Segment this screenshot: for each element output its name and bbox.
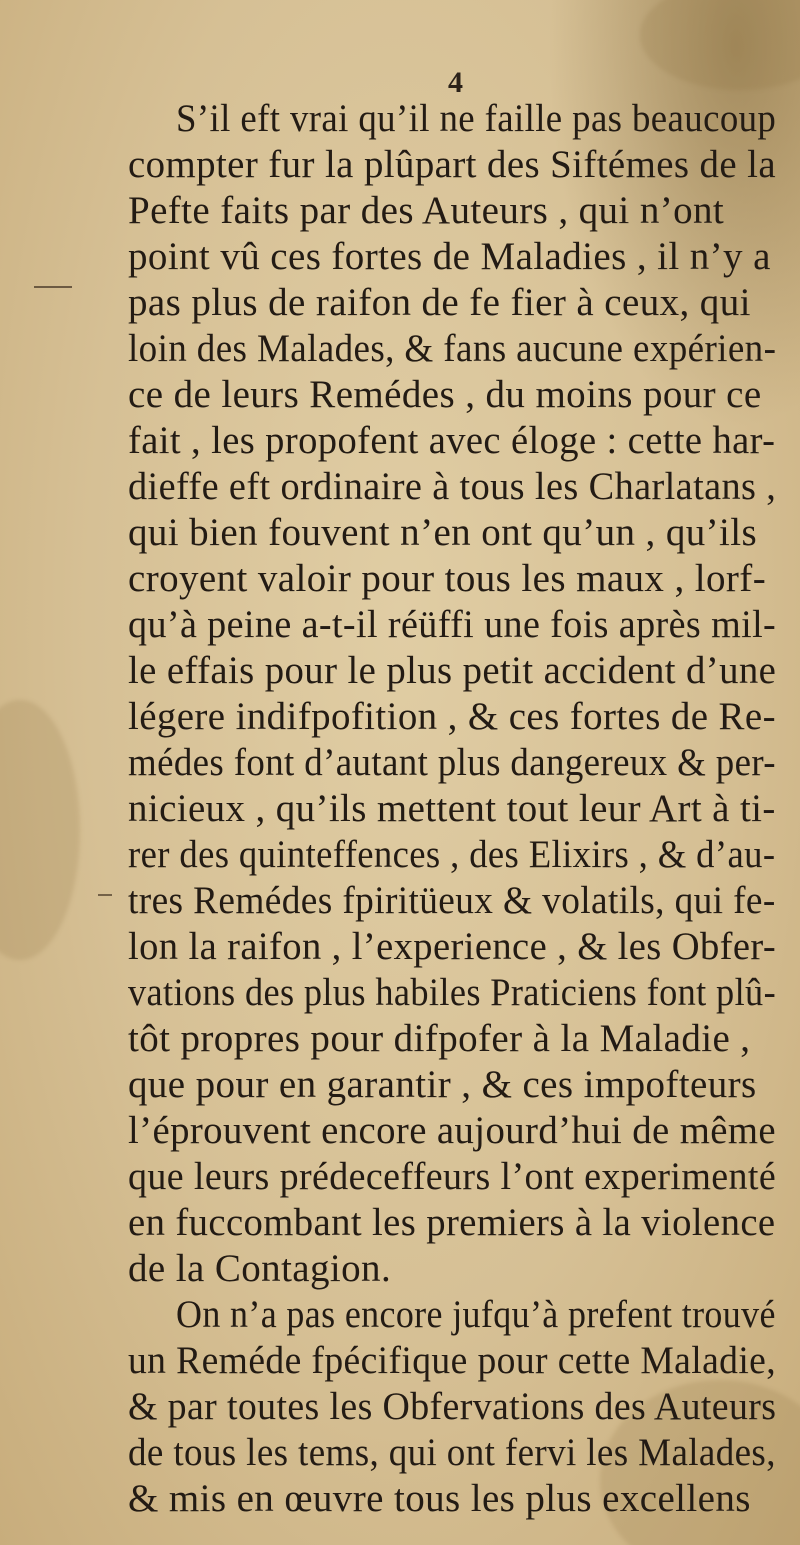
text-line: pas plus de raifon de fe fier à ceux, qui xyxy=(128,281,751,324)
text-line: tres Remédes fpiritüeux & volatils, qui fe- xyxy=(128,879,776,922)
margin-mark xyxy=(34,286,72,288)
text-line: rer des quinteffences , des Elixirs , & d’au- xyxy=(128,833,776,876)
text-line: le effais pour le plus petit accident d’une xyxy=(128,649,777,692)
text-line: nicieux , qu’ils mettent tout leur Art à ti- xyxy=(128,787,776,830)
text-line: & mis en œuvre tous les plus excellens xyxy=(128,1477,751,1520)
text-line: que pour en garantir , & ces impofteurs xyxy=(128,1063,757,1106)
text-line: de tous les tems, qui ont fervi les Malades, xyxy=(128,1431,776,1474)
text-line: croyent valoir pour tous les maux , lorf- xyxy=(128,557,767,600)
text-line: l’éprouvent encore aujourd’hui de même xyxy=(128,1109,777,1152)
text-line: loin des Malades, & fans aucune expérien- xyxy=(128,327,777,370)
text-line: & par toutes les Obfervations des Auteurs xyxy=(128,1385,777,1428)
text-line: en fuccombant les premiers à la violence xyxy=(128,1201,776,1244)
paper-stain xyxy=(640,0,800,90)
text-line: On n’a pas encore jufqu’à prefent trouvé xyxy=(176,1293,776,1336)
margin-mark xyxy=(98,894,112,896)
text-line: compter fur la plûpart des Siftémes de la xyxy=(128,143,777,186)
text-line: vations des plus habiles Praticiens font plû- xyxy=(128,971,777,1014)
text-line: Pefte faits par des Auteurs , qui n’ont xyxy=(128,189,725,232)
text-line: fait , les propofent avec éloge : cette har- xyxy=(128,419,776,462)
text-line: dieffe eft ordinaire à tous les Charlatans , xyxy=(128,465,777,508)
text-line: S’il eft vrai qu’il ne faille pas beaucoup xyxy=(176,97,777,140)
text-line: ce de leurs Remédes , du moins pour ce xyxy=(128,373,762,416)
text-line: un Reméde fpécifique pour cette Maladie, xyxy=(128,1339,777,1382)
text-line: tôt propres pour difpofer à la Maladie , xyxy=(128,1017,751,1060)
text-line: médes font d’autant plus dangereux & per- xyxy=(128,741,776,784)
page-number: 4 xyxy=(448,66,463,99)
text-line: légere indifpofition , & ces fortes de Re- xyxy=(128,695,776,738)
text-line: que leurs prédeceffeurs l’ont experimenté xyxy=(128,1155,777,1198)
text-line: qu’à peine a-t-il réüffi une fois après mil- xyxy=(128,603,777,646)
text-line: lon la raifon , l’experience , & les Obfer- xyxy=(128,925,777,968)
text-line: point vû ces fortes de Maladies , il n’y a xyxy=(128,235,771,278)
paper-stain xyxy=(0,700,80,960)
text-line: de la Contagion. xyxy=(128,1247,392,1290)
text-line: qui bien fouvent n’en ont qu’un , qu’ils xyxy=(128,511,758,554)
